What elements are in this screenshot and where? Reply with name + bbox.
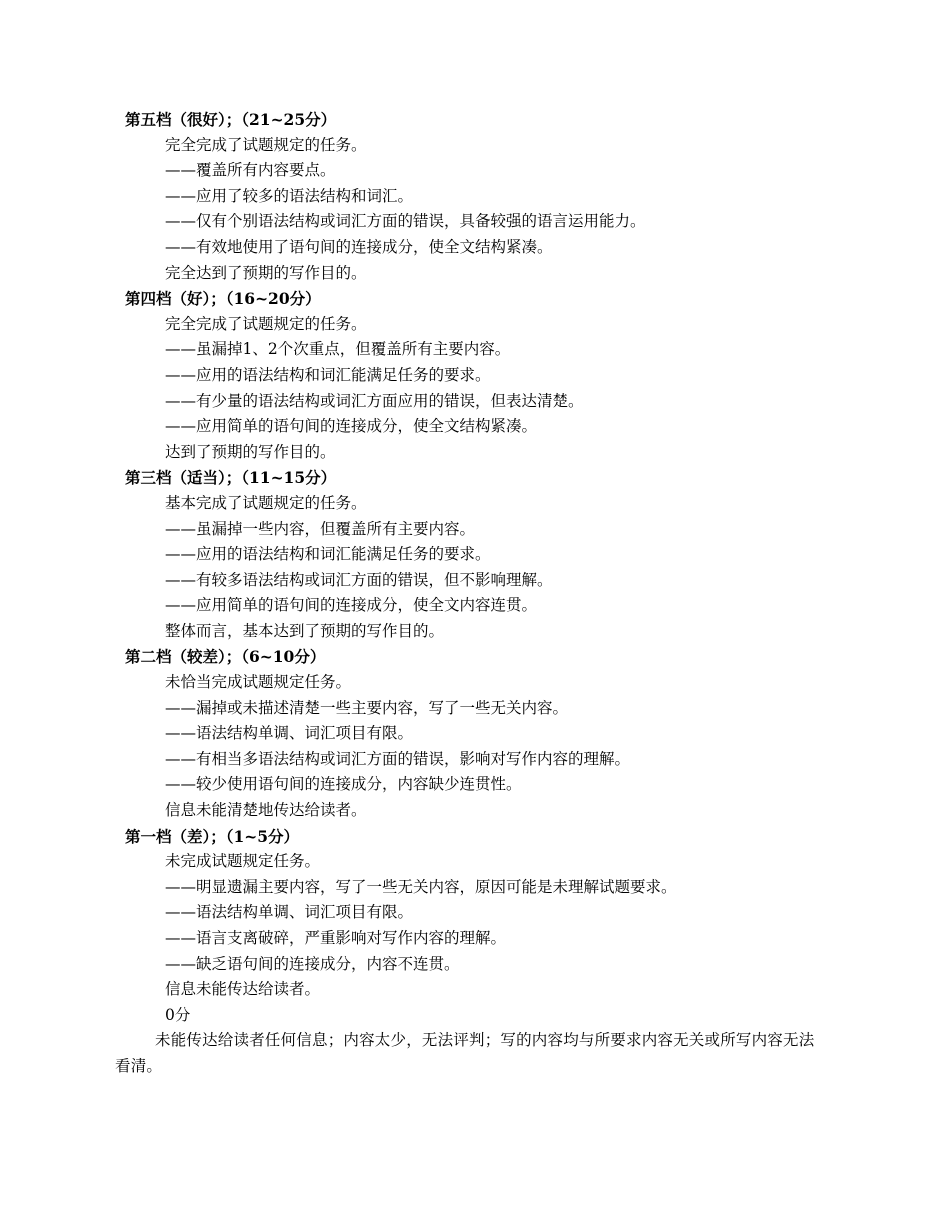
rubric-line: ——应用了较多的语法结构和词汇。 xyxy=(165,186,414,205)
rubric-line: 完全完成了试题规定的任务。 xyxy=(165,314,367,333)
rubric-line: 基本完成了试题规定的任务。 xyxy=(165,493,367,512)
zero-score-description: 未能传达给读者任何信息；内容太少，无法评判；写的内容均与所要求内容无关或所写内容无法看清。 xyxy=(115,1031,815,1075)
rubric-line: ——应用的语法结构和词汇能满足任务的要求。 xyxy=(165,545,491,564)
rubric-line: ——虽漏掉一些内容，但覆盖所有主要内容。 xyxy=(165,519,476,538)
zero-score-label: 0分 xyxy=(165,1005,191,1024)
rubric-line: ——有效地使用了语句间的连接成分，使全文结构紧凑。 xyxy=(165,237,553,256)
section-heading: 第一档（差）；（1~5分） xyxy=(125,826,300,846)
rubric-line: ——漏掉或未描述清楚一些主要内容，写了一些无关内容。 xyxy=(165,698,569,717)
rubric-line: ——应用简单的语句间的连接成分，使全文结构紧凑。 xyxy=(165,417,538,436)
rubric-line: ——明显遗漏主要内容，写了一些无关内容，原因可能是未理解试题要求。 xyxy=(165,877,677,896)
grading-rubric xyxy=(115,107,835,1080)
rubric-line: ——缺乏语句间的连接成分，内容不连贯。 xyxy=(165,954,460,973)
rubric-line: 未恰当完成试题规定任务。 xyxy=(165,673,352,692)
section-heading: 第二档（较差）；（6~10分） xyxy=(125,647,326,667)
rubric-line: 完全完成了试题规定的任务。 xyxy=(165,135,367,154)
rubric-line: ——虽漏掉1、2个次重点，但覆盖所有主要内容。 xyxy=(165,340,511,359)
rubric-line: ——语言支离破碎，严重影响对写作内容的理解。 xyxy=(165,929,507,947)
rubric-line: ——覆盖所有内容要点。 xyxy=(165,161,336,180)
rubric-line: ——有相当多语法结构或词汇方面的错误，影响对写作内容的理解。 xyxy=(165,749,631,768)
rubric-line: 达到了预期的写作目的。 xyxy=(165,442,336,461)
rubric-line: ——有少量的语法结构或词汇方面应用的错误，但表达清楚。 xyxy=(165,391,584,410)
rubric-line: ——较少使用语句间的连接成分，内容缺少连贯性。 xyxy=(165,775,522,794)
rubric-line: 整体而言，基本达到了预期的写作目的。 xyxy=(165,621,445,640)
rubric-line: 完全达到了预期的写作目的。 xyxy=(165,263,367,282)
rubric-line: ——有较多语法结构或词汇方面的错误，但不影响理解。 xyxy=(165,570,553,589)
section-heading: 第三档（适当）；（11~15分） xyxy=(125,468,337,488)
rubric-line: ——语法结构单调、词汇项目有限。 xyxy=(165,903,414,922)
rubric-line: ——应用的语法结构和词汇能满足任务的要求。 xyxy=(165,365,491,384)
rubric-line: 未完成试题规定任务。 xyxy=(165,852,321,871)
rubric-line: ——应用简单的语句间的连接成分，使全文内容连贯。 xyxy=(165,596,538,615)
rubric-line: 信息未能传达给读者。 xyxy=(165,980,321,999)
rubric-line: ——仅有个别语法结构或词汇方面的错误，具备较强的语言运用能力。 xyxy=(165,212,646,231)
rubric-line: 信息未能清楚地传达给读者。 xyxy=(165,801,367,820)
section-heading: 第五档（很好）；（21~25分） xyxy=(125,110,337,129)
section-heading: 第四档（好）；（16~20分） xyxy=(125,289,321,309)
rubric-line: ——语法结构单调、词汇项目有限。 xyxy=(165,724,414,743)
